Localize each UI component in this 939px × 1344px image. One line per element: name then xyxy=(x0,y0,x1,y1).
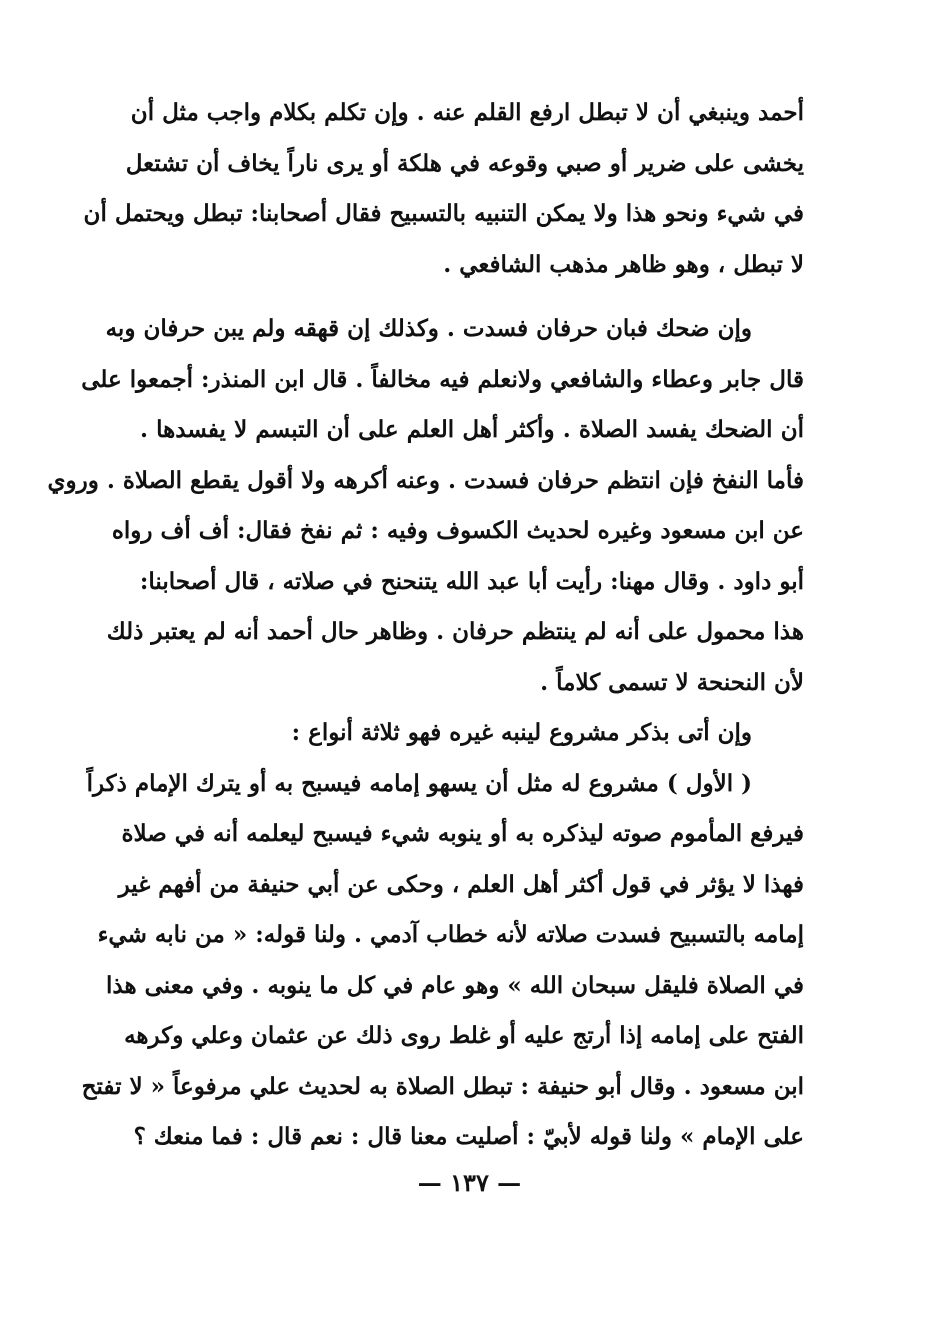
text-line: الفتح على إمامه إذا أرتج عليه أو غلط روى ذلك عن عثمان وعلي وكرهه xyxy=(124,1022,804,1049)
text-line: أبو داود . وقال مهنا: رأيت أبا عبد الله يتنحنح في صلاته ، قال أصحابنا: xyxy=(139,567,804,595)
text-line: في شيء ونحو هذا ولا يمكن التنبيه بالتسبيح فقال أصحابنا: تبطل ويحتمل أن xyxy=(83,200,804,227)
text-line: هذا محمول على أنه لم ينتظم حرفان . وظاهر حال أحمد أنه لم يعتبر ذلك xyxy=(106,618,804,645)
paragraph-1 xyxy=(83,88,804,290)
text-line: لا تبطل ، وهو ظاهر مذهب الشافعي . xyxy=(443,250,804,278)
text-line: وإن أتى بذكر مشروع لينبه غيره فهو ثلاثة أنواع : xyxy=(291,719,752,746)
text-line: أن الضحك يفسد الصلاة . وأكثر أهل العلم على أن التبسم لا يفسدها . xyxy=(140,416,804,443)
paragraph-2 xyxy=(47,304,804,708)
text-line: أحمد وينبغي أن لا تبطل ارفع القلم عنه . وإن تكلم بكلام واجب مثل أن xyxy=(130,99,804,126)
paragraph-4 xyxy=(81,759,804,1163)
text-line: إمامه بالتسبيح فسدت صلاته لأنه خطاب آدمي . ولنا قوله: « من نابه شيء xyxy=(97,921,804,948)
text-line: ابن مسعود . وقال أبو حنيفة : تبطل الصلاة به لحديث علي مرفوعاً « لا تفتح xyxy=(81,1072,804,1100)
body-text xyxy=(47,88,804,1163)
text-line: فيرفع المأموم صوته ليذكره به أو ينوبه شيء فيسبح ليعلمه أنه في صلاة xyxy=(121,820,804,847)
text-line: على الإمام » ولنا قوله لأبيّ : أصليت معنا قال : نعم قال : فما منعك ؟ xyxy=(133,1123,804,1150)
text-line: في الصلاة فليقل سبحان الله » وهو عام في كل ما ينوبه . وفي معنى هذا xyxy=(106,971,804,999)
text-line: يخشى على ضرير أو صبي وقوعه في هلكة أو يرى ناراً يخاف أن تشتعل xyxy=(125,149,804,177)
text-line: فهذا لا يؤثر في قول أكثر أهل العلم ، وحكى عن أبي حنيفة من أفهم غير xyxy=(118,870,804,898)
text-line: وإن ضحك فبان حرفان فسدت . وكذلك إن قهقه ولم يبن حرفان وبه xyxy=(105,315,752,342)
paragraph-3 xyxy=(140,708,804,759)
text-line: قال جابر وعطاء والشافعي ولانعلم فيه مخالفاً . قال ابن المنذر: أجمعوا على xyxy=(81,365,804,393)
text-line: فأما النفخ فإن انتظم حرفان فسدت . وعنه أكرهه ولا أقول يقطع الصلاة . وروي xyxy=(47,466,804,494)
text-line: عن ابن مسعود وغيره لحديث الكسوف وفيه : ثم نفخ فقال: أف أف رواه xyxy=(111,517,804,544)
page-number: — ١٣٧ — xyxy=(417,1168,522,1197)
text-line: ( الأول ) مشروع له مثل أن يسهو إمامه فيسبح به أو يترك الإمام ذكراً xyxy=(86,769,752,797)
text-line: لأن النحنحة لا تسمى كلاماً . xyxy=(540,668,804,696)
